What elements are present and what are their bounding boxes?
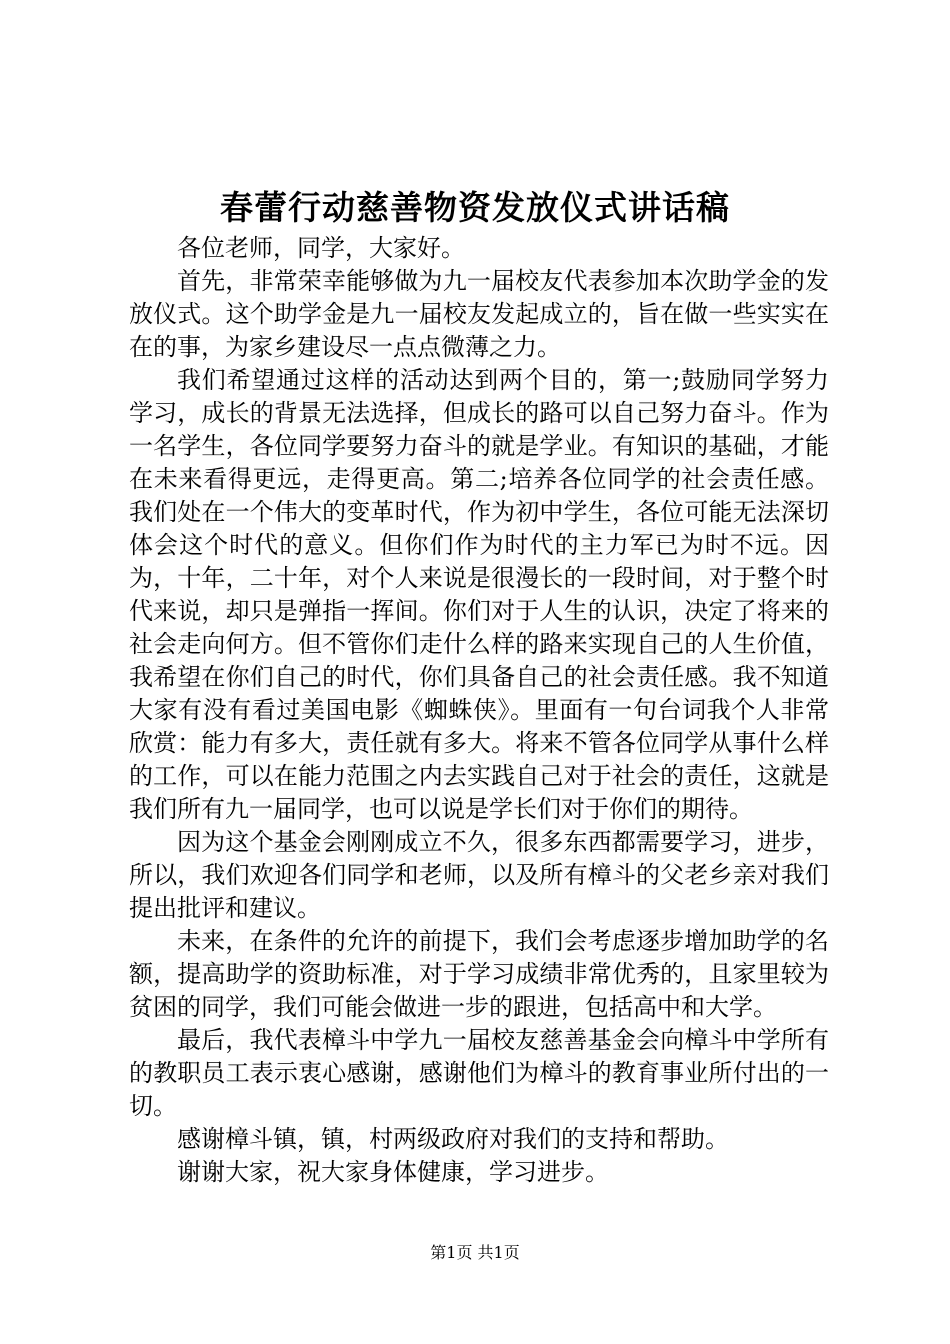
page-number-footer: 第1页 共1页 (430, 1243, 520, 1262)
document-body (129, 232, 829, 1189)
paragraph-future: 未来，在条件的允许的前提下，我们会考虑逐步增加助学的名额，提高助学的资助标准，对于学习成绩非常优秀的，且家里较为贫困的同学，我们可能会做进一步的跟进，包括高中和大学。 (129, 927, 829, 1021)
paragraph-opening: 首先，非常荣幸能够做为九一届校友代表参加本次助学金的发放仪式。这个助学金是九一届校友发起成立的，旨在做一些实实在在的事，为家乡建设尽一点点微薄之力。 (129, 267, 829, 361)
paragraph-goals: 我们希望通过这样的活动达到两个目的，第一;鼓励同学努力学习，成长的背景无法选择，但成长的路可以自己努力奋斗。作为一名学生，各位同学要努力奋斗的就是学业。有知识的基础，才能在未来看得更远，走得更高。第二;培养各位同学的社会责任感。我们处在一个伟大的变革时代，作为初中学生，各位可能无法深切体会这个时代的意义。但你们作为时代的主力军已为时不远。因为，十年，二十年，对个人来说是很漫长的一段时间，对于整个时代来说，却只是弹指一挥间。你们对于人生的认识，决定了将来的社会走向何方。但不管你们走什么样的路来实现自己的人生价值，我希望在你们自己的时代，你们具备自己的社会责任感。我不知道大家有没有看过美国电影《蜘蛛侠》。里面有一句台词我个人非常欣赏：能力有多大，责任就有多大。将来不管各位同学从事什么样的工作，可以在能力范围之内去实践自己对于社会的责任，这就是我们所有九一届同学，也可以说是学长们对于你们的期待。 (129, 366, 829, 823)
paragraph-feedback: 因为这个基金会刚刚成立不久，很多东西都需要学习，进步，所以，我们欢迎各们同学和老师，以及所有樟斗的父老乡亲对我们提出批评和建议。 (129, 828, 829, 922)
paragraph-closing: 谢谢大家，祝大家身体健康，学习进步。 (177, 1158, 609, 1186)
paragraph-thanks-government: 感谢樟斗镇，镇，村两级政府对我们的支持和帮助。 (177, 1125, 729, 1153)
paragraph-greeting: 各位老师，同学，大家好。 (177, 234, 465, 262)
paragraph-thanks-staff: 最后，我代表樟斗中学九一届校友慈善基金会向樟斗中学所有的教职员工表示衷心感谢，感谢他们为樟斗的教育事业所付出的一切。 (129, 1026, 829, 1120)
document-title: 春蕾行动慈善物资发放仪式讲话稿 (220, 188, 730, 227)
